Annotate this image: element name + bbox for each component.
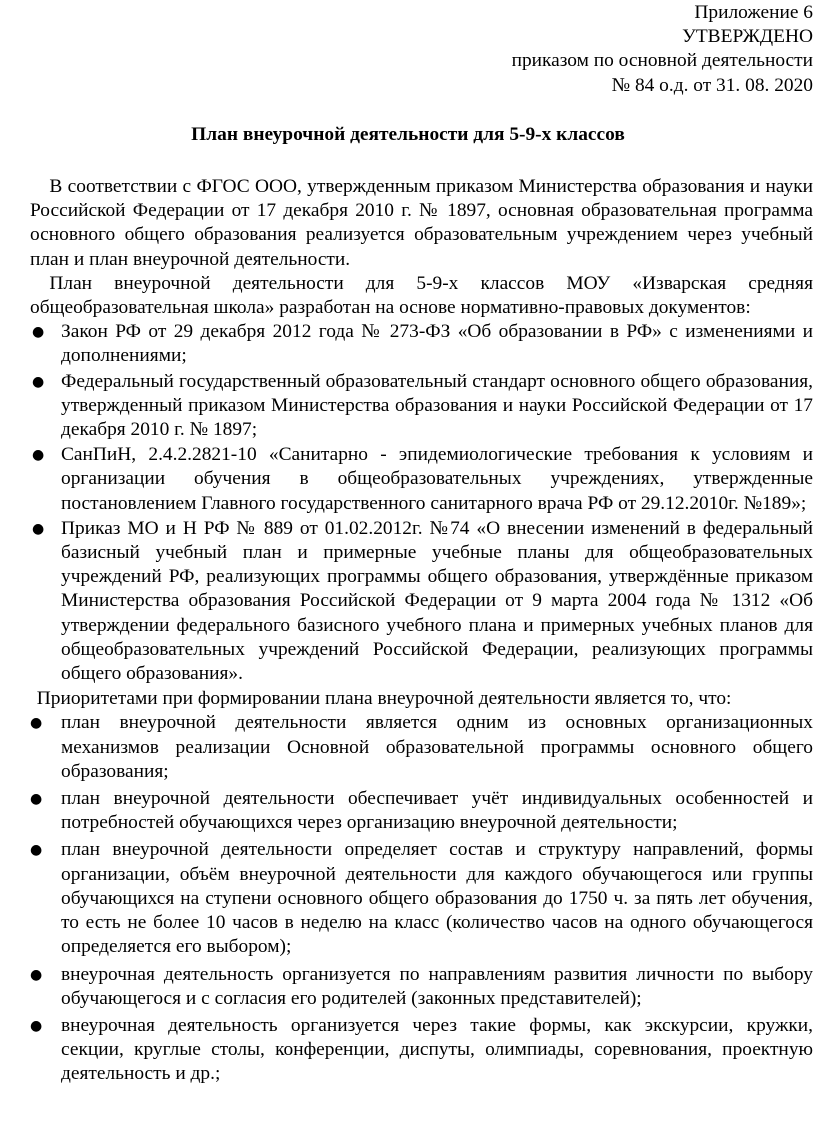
bullet-icon: ● (32, 373, 45, 390)
list-item: ● СанПиН, 2.4.2.2821-10 «Санитарно - эпидемиологические требования к условиям и организации обучения в общеобразовательных учреждениях, утвержденные постановлением Главного государственного санитарного врача РФ от 29.12.2010г. №189»; (32, 444, 813, 514)
bullet-icon: ● (32, 520, 45, 537)
order-number: № 84 о.д. от 31. 08. 2020 (611, 74, 813, 96)
priorities-paragraph: Приоритетами при формировании плана внеурочной деятельности является то, что: (36, 688, 732, 710)
bullet-icon: ● (30, 842, 43, 859)
bullet-icon: ● (32, 324, 45, 341)
bullet-icon: ● (30, 1017, 43, 1034)
list-item: ● внеурочная деятельность организуется через такие формы, как экскурсии, кружки, секции, круглые столы, конференции, диспуты, олимпиады, соревнования, проектную деятельность и др.; (30, 1014, 813, 1085)
appendix-label: Приложение 6 (694, 2, 813, 23)
basis-paragraph: План внеурочной деятельности для 5-9-х классов МОУ «Изварская средняя общеобразовательная школа» разработан на основе нормативно-правовых документов: (30, 272, 813, 319)
list-item: ● план внеурочной деятельности определяет состав и структуру направлений, формы организации, объём внеурочной деятельности для каждого обучающегося или группы обучающихся на ступени основного общего образования до 1750 ч. за пять лет обучения, то есть не более 10 часов в неделю на класс (количество часов на одного обучающегося определяется его выбором); (30, 839, 813, 958)
approved-label: УТВЕРЖДЕНО (682, 26, 813, 48)
bullet-icon: ● (30, 966, 43, 983)
list-item: ● внеурочная деятельность организуется по направлениям развития личности по выбору обучающегося и с согласия его родителей (законных представителей); (30, 963, 813, 1009)
list-item: ● план внеурочной деятельности является одним из основных организационных механизмов реализации Основной образовательной программы основного общего образования; (30, 712, 813, 782)
intro-paragraph: В соответствии с ФГОС ООО, утвержденным приказом Министерства образования и науки Российской Федерации от 17 декабря 2010 г. № 1897, основная образовательная программа основного общего образования реализуется образовательным учреждением через учебный план и план внеурочной деятельности. (30, 176, 813, 270)
order-label: приказом по основной деятельности (511, 50, 813, 72)
list-item: ● Федеральный государственный образовательный стандарт основного общего образования, утвержденный приказом Министерства образования и науки Российской Федерации от 17 декабря 2010 г. № 1897; (32, 370, 813, 441)
list-item: ● Закон РФ от 29 декабря 2012 года № 273-ФЗ «Об образовании в РФ» с изменениями и дополнениями; (32, 321, 813, 367)
bullet-icon: ● (32, 447, 45, 464)
documents-list (30, 320, 813, 686)
bullet-icon: ● (30, 715, 43, 732)
approval-header (512, 1, 813, 98)
bullet-icon: ● (30, 791, 43, 808)
document-body (30, 175, 813, 1090)
list-item: ● Приказ МО и Н РФ № 889 от 01.02.2012г. №74 «О внесении изменений в федеральный базисный учебный план и примерные учебные планы для общеобразовательных учреждений РФ, реализующих программы общего образования, утверждённые приказом Министерства образования Российской Федерации от 9 марта 2004 года № 1312 «Об утверждении федерального базисного учебного плана и примерных учебных планов для общеобразовательных учреждений Российской Федерации, реализующих программы общего образования». (32, 517, 813, 685)
list-item: ● план внеурочной деятельности обеспечивает учёт индивидуальных особенностей и потребностей обучающихся через организацию внеурочной деятельности; (30, 788, 813, 834)
priorities-list (30, 711, 813, 1086)
document-title: План внеурочной деятельности для 5-9-х классов (191, 124, 625, 145)
